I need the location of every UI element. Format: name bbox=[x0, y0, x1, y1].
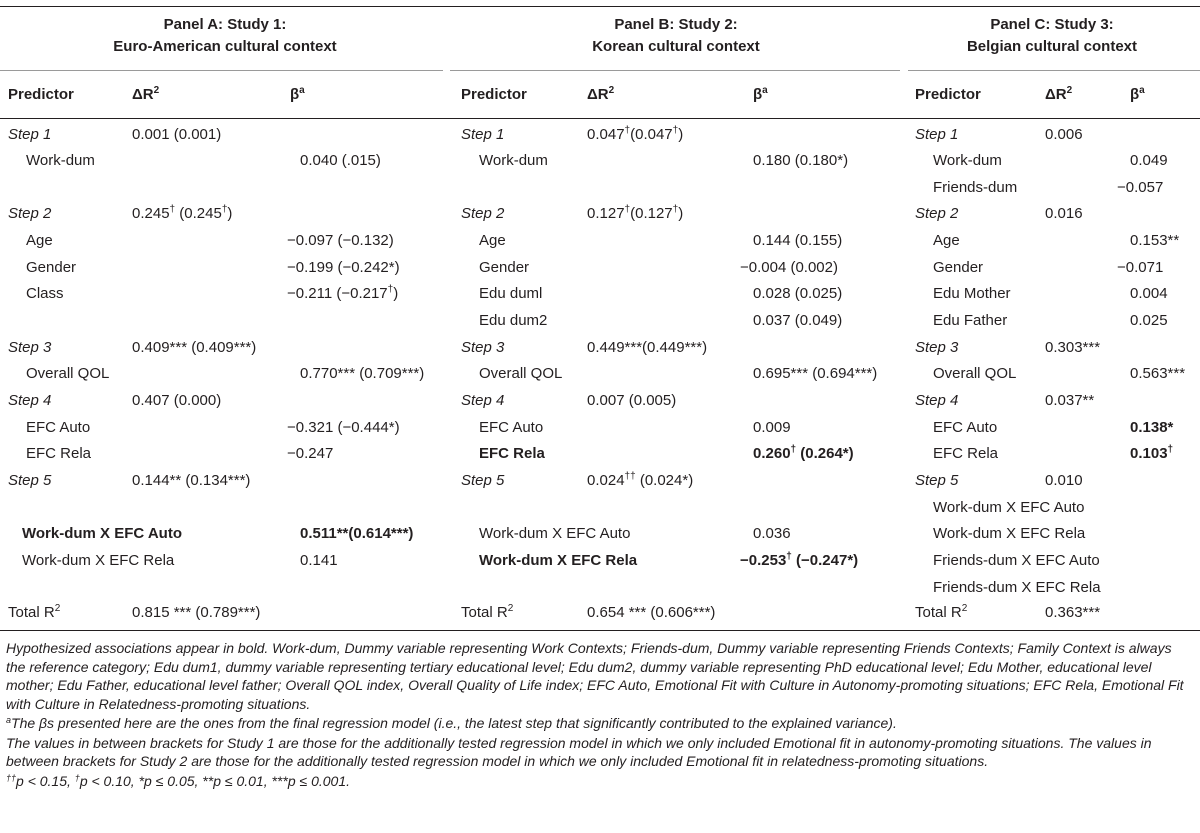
a-efc-auto-label: EFC Auto bbox=[26, 419, 91, 436]
b-step5-delta bbox=[587, 471, 693, 491]
dagger: † bbox=[387, 284, 394, 295]
a-work-beta: 0.040 (.015) bbox=[300, 152, 381, 169]
a-step2-delta-bracket: (0.245 bbox=[175, 205, 222, 222]
c-edu-mother-label: Edu Mother bbox=[933, 285, 1011, 302]
b-efc-rela-beta-bracket: (0.264*) bbox=[796, 445, 854, 462]
c-age-label: Age bbox=[933, 232, 960, 249]
b-qol-beta: 0.695*** (0.694***) bbox=[753, 365, 878, 382]
c-work-x-efc-auto-label: Work-dum X EFC Auto bbox=[933, 499, 1085, 516]
b-step1-delta bbox=[587, 125, 683, 145]
squared: 2 bbox=[54, 603, 61, 614]
b-step1-delta-bracket: (0.047 bbox=[630, 126, 673, 143]
c-edu-father-label: Edu Father bbox=[933, 312, 1008, 329]
b-work-x-efc-rela-beta-bracket: (−0.247*) bbox=[791, 552, 859, 569]
a-age-label: Age bbox=[26, 232, 53, 249]
a-step4-label: Step 4 bbox=[8, 392, 52, 409]
panel-a-rule bbox=[0, 70, 443, 71]
b-step5-delta-bracket: (0.024*) bbox=[635, 472, 694, 489]
b-work-x-efc-auto-beta: 0.036 bbox=[753, 525, 791, 542]
beta-sup: a bbox=[299, 85, 305, 96]
c-efc-rela-beta bbox=[1130, 444, 1173, 464]
panel-b-rule bbox=[450, 70, 900, 71]
panel-b-header-delta-r2 bbox=[587, 85, 614, 105]
panel-a-header-beta bbox=[290, 85, 305, 105]
c-step2-label: Step 2 bbox=[915, 205, 959, 222]
b-age-label: Age bbox=[479, 232, 506, 249]
panel-c-header-beta bbox=[1130, 85, 1145, 105]
c-work-label: Work-dum bbox=[933, 152, 1002, 169]
b-work-x-efc-auto-label: Work-dum X EFC Auto bbox=[479, 525, 631, 542]
panel-a-title-line1: Panel A: Study 1: bbox=[163, 16, 287, 33]
c-friends-x-efc-auto-label: Friends-dum X EFC Auto bbox=[933, 552, 1100, 569]
c-step1-label: Step 1 bbox=[915, 126, 959, 143]
b-step3-label: Step 3 bbox=[461, 339, 505, 356]
b-efc-auto-beta: 0.009 bbox=[753, 419, 791, 436]
a-step4-delta: 0.407 (0.000) bbox=[132, 392, 222, 409]
beta-sup: a bbox=[1139, 85, 1145, 96]
c-work-x-efc-rela-label: Work-dum X EFC Rela bbox=[933, 525, 1086, 542]
c-step1-delta: 0.006 bbox=[1045, 126, 1083, 143]
c-work-beta: 0.049 bbox=[1130, 152, 1168, 169]
b-age-beta: 0.144 (0.155) bbox=[753, 232, 843, 249]
table-footnotes bbox=[6, 639, 1194, 791]
c-step4-delta: 0.037** bbox=[1045, 392, 1095, 409]
delta-label: ΔR bbox=[587, 86, 609, 103]
a-step2-delta-close: ) bbox=[227, 205, 233, 222]
c-step5-delta: 0.010 bbox=[1045, 472, 1083, 489]
c-step3-delta: 0.303*** bbox=[1045, 339, 1101, 356]
b-step2-delta-value: 0.127 bbox=[587, 205, 625, 222]
panel-c-title-line2: Belgian cultural context bbox=[966, 38, 1138, 55]
footnote-abbreviations: Hypothesized associations appear in bold. Work-dum, Dummy variable representing Work Contexts; Friends-dum, Dummy variable representing Friends Contexts; Family Context is always the reference category; Edu dum1, dummy variable representing tertiary educational level; Edu dum2, dummy variable representing PhD educational level; Edu Mother, educational level mother; Edu Father, educational level father; Overall QOL index, Overall Quality of Life index; EFC Auto, Emotional Fit with Culture in Autonomy-promoting situations; EFC Rela, Emotional Fit with Culture in Relatedness-promoting situations. bbox=[6, 640, 1184, 712]
b-efc-auto-label: EFC Auto bbox=[479, 419, 544, 436]
dagger: † bbox=[790, 444, 797, 455]
b-work-x-efc-rela-beta-value: −0.253 bbox=[740, 552, 787, 569]
panel-b-title bbox=[450, 14, 902, 58]
footnote-significance bbox=[6, 772, 1194, 791]
b-work-label: Work-dum bbox=[479, 152, 548, 169]
dagger: † bbox=[786, 551, 792, 562]
a-step5-delta: 0.144** (0.134***) bbox=[132, 472, 251, 489]
c-step4-label: Step 4 bbox=[915, 392, 959, 409]
c-efc-rela-label: EFC Rela bbox=[933, 445, 999, 462]
b-gender-label: Gender bbox=[479, 259, 530, 276]
panel-a-title-line2: Euro-American cultural context bbox=[113, 38, 337, 55]
b-step1-label: Step 1 bbox=[461, 126, 505, 143]
c-gender-beta: −0.071 bbox=[1117, 259, 1164, 276]
dagger: † bbox=[624, 125, 631, 136]
a-total-r2-label bbox=[8, 603, 60, 623]
a-work-label: Work-dum bbox=[26, 152, 95, 169]
panel-a-header-predictor: Predictor bbox=[8, 86, 74, 103]
c-efc-auto-label: EFC Auto bbox=[933, 419, 998, 436]
b-edu2-label: Edu dum2 bbox=[479, 312, 548, 329]
squared: 2 bbox=[507, 603, 514, 614]
b-step2-delta-bracket: (0.127 bbox=[630, 205, 673, 222]
panel-c-title-line1: Panel C: Study 3: bbox=[990, 16, 1114, 33]
footnote-beta bbox=[6, 714, 1194, 733]
c-edu-father-beta: 0.025 bbox=[1130, 312, 1168, 329]
b-step2-label: Step 2 bbox=[461, 205, 505, 222]
beta-label: β bbox=[1130, 86, 1140, 103]
dagger: † bbox=[624, 204, 631, 215]
b-step4-delta: 0.007 (0.005) bbox=[587, 392, 677, 409]
b-work-x-efc-rela-label: Work-dum X EFC Rela bbox=[479, 552, 638, 569]
b-step1-delta-close: ) bbox=[678, 126, 684, 143]
b-efc-rela-beta-value: 0.260 bbox=[753, 445, 791, 462]
a-work-x-efc-rela-label: Work-dum X EFC Rela bbox=[22, 552, 175, 569]
footnote-sig-marker-2: † bbox=[74, 772, 80, 783]
a-qol-beta: 0.770*** (0.709***) bbox=[300, 365, 425, 382]
c-gender-label: Gender bbox=[933, 259, 984, 276]
a-step2-delta-value: 0.245 bbox=[132, 205, 170, 222]
dagger: † bbox=[672, 204, 679, 215]
panel-c-rule bbox=[908, 70, 1200, 71]
squared: 2 bbox=[961, 603, 968, 614]
a-gender-label: Gender bbox=[26, 259, 77, 276]
a-step5-label: Step 5 bbox=[8, 472, 52, 489]
b-edu2-beta: 0.037 (0.049) bbox=[753, 312, 843, 329]
footnote-sig-marker-1: †† bbox=[6, 772, 17, 783]
b-step5-label: Step 5 bbox=[461, 472, 505, 489]
a-step1-delta: 0.001 (0.001) bbox=[132, 126, 222, 143]
a-step3-label: Step 3 bbox=[8, 339, 52, 356]
a-step2-label: Step 2 bbox=[8, 205, 52, 222]
a-total-label-text: Total R bbox=[8, 604, 55, 621]
panel-b-header-beta bbox=[753, 85, 768, 105]
c-friends-label: Friends-dum bbox=[933, 179, 1018, 196]
b-step5-delta-value: 0.024 bbox=[587, 472, 625, 489]
a-step1-label: Step 1 bbox=[8, 126, 52, 143]
b-edu1-label: Edu duml bbox=[479, 285, 543, 302]
dagger: † bbox=[672, 125, 679, 136]
dagger: † bbox=[221, 204, 228, 215]
b-work-x-efc-rela-beta bbox=[740, 551, 858, 571]
dagger: † bbox=[1167, 444, 1174, 455]
c-friends-beta: −0.057 bbox=[1117, 179, 1164, 196]
footnote-beta-text: The βs presented here are the ones from the final regression model (i.e., the latest step that significantly contributed to the explained variance). bbox=[11, 715, 897, 731]
a-total-r2-value: 0.815 *** (0.789***) bbox=[132, 604, 261, 621]
panel-c-title bbox=[906, 14, 1198, 58]
b-efc-rela-beta bbox=[753, 444, 854, 464]
a-efc-rela-beta: −0.247 bbox=[287, 445, 334, 462]
c-total-label-text: Total R bbox=[915, 604, 962, 621]
a-step3-delta: 0.409*** (0.409***) bbox=[132, 339, 257, 356]
panel-c-header-delta-r2 bbox=[1045, 85, 1072, 105]
header-rule bbox=[0, 118, 1200, 119]
a-work-x-efc-auto-label: Work-dum X EFC Auto bbox=[22, 525, 182, 542]
dagger: † bbox=[169, 204, 176, 215]
b-total-r2-label bbox=[461, 603, 513, 623]
c-qol-label: Overall QOL bbox=[933, 365, 1017, 382]
b-total-r2-value: 0.654 *** (0.606***) bbox=[587, 604, 716, 621]
delta-label: ΔR bbox=[1045, 86, 1067, 103]
c-efc-rela-beta-value: 0.103 bbox=[1130, 445, 1168, 462]
delta-label: ΔR bbox=[132, 86, 154, 103]
b-step1-delta-value: 0.047 bbox=[587, 126, 625, 143]
a-work-x-efc-rela-beta: 0.141 bbox=[300, 552, 338, 569]
delta-sup: 2 bbox=[1066, 85, 1073, 96]
a-efc-auto-beta: −0.321 (−0.444*) bbox=[287, 419, 400, 436]
panel-a-title bbox=[0, 14, 450, 58]
b-work-beta: 0.180 (0.180*) bbox=[753, 152, 849, 169]
panel-b-header-predictor: Predictor bbox=[461, 86, 527, 103]
b-gender-beta: −0.004 (0.002) bbox=[740, 259, 838, 276]
a-gender-beta: −0.199 (−0.242*) bbox=[287, 259, 400, 276]
c-step3-label: Step 3 bbox=[915, 339, 959, 356]
panel-c-header-predictor: Predictor bbox=[915, 86, 981, 103]
c-total-r2-value: 0.363*** bbox=[1045, 604, 1101, 621]
b-step3-delta: 0.449***(0.449***) bbox=[587, 339, 708, 356]
c-total-r2-label bbox=[915, 603, 967, 623]
a-work-x-efc-auto-beta: 0.511**(0.614***) bbox=[300, 525, 414, 542]
b-edu1-beta: 0.028 (0.025) bbox=[753, 285, 843, 302]
footnote-beta-marker: a bbox=[6, 715, 12, 725]
b-total-label-text: Total R bbox=[461, 604, 508, 621]
a-efc-rela-label: EFC Rela bbox=[26, 445, 92, 462]
b-step2-delta-close: ) bbox=[678, 205, 684, 222]
beta-label: β bbox=[290, 86, 300, 103]
footnote-sig-text-1: p < 0.15, bbox=[16, 772, 75, 789]
c-step2-delta: 0.016 bbox=[1045, 205, 1083, 222]
footnote-brackets: The values in between brackets for Study 1 are those for the additionally tested regression model in which we only included Emotional fit in autonomy-promoting situations. The values in between brackets for Study 2 are those for the additionally tested regression model in which we only included Emotional fit in relatedness-promoting situations. bbox=[6, 734, 1152, 769]
panel-b-title-line2: Korean cultural context bbox=[592, 38, 760, 55]
double-dagger: †† bbox=[624, 471, 636, 482]
a-class-beta-close: ) bbox=[393, 285, 399, 302]
c-step5-label: Step 5 bbox=[915, 472, 959, 489]
table-bottom-rule bbox=[0, 630, 1200, 631]
b-step2-delta bbox=[587, 204, 683, 224]
c-edu-mother-beta: 0.004 bbox=[1130, 285, 1168, 302]
panel-a-header-delta-r2 bbox=[132, 85, 159, 105]
c-efc-auto-beta: 0.138* bbox=[1130, 419, 1174, 436]
delta-sup: 2 bbox=[608, 85, 615, 96]
c-age-beta: 0.153** bbox=[1130, 232, 1180, 249]
beta-sup: a bbox=[762, 85, 768, 96]
delta-sup: 2 bbox=[153, 85, 160, 96]
b-step4-label: Step 4 bbox=[461, 392, 505, 409]
b-efc-rela-label: EFC Rela bbox=[479, 445, 545, 462]
panel-b-title-line1: Panel B: Study 2: bbox=[614, 16, 738, 33]
c-qol-beta: 0.563*** bbox=[1130, 365, 1186, 382]
a-class-label: Class bbox=[26, 285, 64, 302]
a-qol-label: Overall QOL bbox=[26, 365, 110, 382]
a-class-beta bbox=[287, 284, 398, 304]
a-class-beta-value: −0.211 (−0.217 bbox=[287, 285, 388, 302]
a-step2-delta bbox=[132, 204, 232, 224]
beta-label: β bbox=[753, 86, 763, 103]
c-friends-x-efc-rela-label: Friends-dum X EFC Rela bbox=[933, 579, 1101, 596]
top-rule bbox=[0, 6, 1200, 7]
a-age-beta: −0.097 (−0.132) bbox=[287, 232, 394, 249]
b-qol-label: Overall QOL bbox=[479, 365, 563, 382]
footnote-sig-text-2: p < 0.10, *p ≤ 0.05, **p ≤ 0.01, ***p ≤ 0.001. bbox=[79, 772, 350, 789]
